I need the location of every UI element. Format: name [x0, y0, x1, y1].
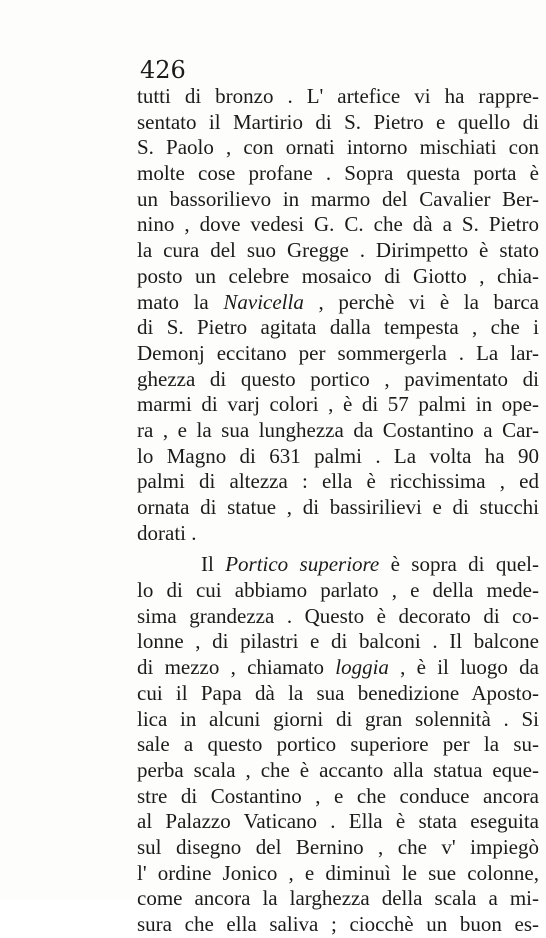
text-line — [137, 418, 539, 444]
text-run: lica in alcuni giorni di gran solennità . Si — [137, 706, 539, 731]
text-line — [137, 444, 539, 470]
text-line — [137, 290, 539, 316]
body-text — [137, 84, 539, 938]
text-run: al Palazzo Vaticano . Ella è stata eseguita — [137, 809, 539, 834]
text-run: un bassorilievo in marmo del Cavalier Ber- — [137, 186, 539, 211]
text-line — [137, 521, 539, 547]
text-run: sul disegno del Bernino , che v' impiegò — [137, 834, 539, 859]
text-line — [137, 84, 539, 110]
text-run: Demonj eccitano per sommergerla . La lar- — [137, 340, 539, 365]
text-line — [137, 495, 539, 521]
text-run: sentato il Martirio di S. Pietro e quello di — [137, 109, 539, 134]
text-line — [137, 861, 539, 887]
text-line — [137, 392, 539, 418]
text-line — [137, 367, 539, 393]
text-line — [137, 315, 539, 341]
page-number: 426 — [140, 56, 186, 84]
text-line — [137, 707, 539, 733]
text-run: lonne , di pilastri e di balconi . Il balcone — [137, 629, 539, 654]
text-run: come ancora la larghezza della scala a mi- — [137, 886, 539, 911]
text-line — [137, 578, 539, 604]
text-line — [137, 212, 539, 238]
text-run: palmi di altezza : ella è ricchissima , ed — [137, 469, 539, 494]
italic-term: Navicella — [223, 289, 304, 314]
text-line — [137, 809, 539, 835]
text-line — [137, 161, 539, 187]
text-run: , perchè vi è la barca — [303, 289, 539, 314]
text-line — [137, 784, 539, 810]
text-run: lo di cui abbiamo parlato , e della mede- — [137, 578, 539, 603]
text-line — [137, 552, 539, 578]
paragraph — [137, 84, 539, 546]
text-run: l' ordine Jonico , e diminuì le sue colonne, — [137, 860, 539, 885]
text-line — [137, 835, 539, 861]
text-run: sura che ella saliva ; ciocchè un buon es- — [137, 912, 539, 936]
text-run: molte cose profane . Sopra questa porta è — [137, 161, 539, 186]
text-run: cui il Papa dà la sua benedizione Aposto- — [137, 680, 539, 705]
italic-term: loggia — [335, 655, 389, 680]
text-line — [137, 629, 539, 655]
text-run: ornata di statue , di bassirilievi e di stucchi — [137, 495, 539, 519]
text-line — [137, 604, 539, 630]
text-run: Il — [201, 552, 226, 577]
text-run: tutti di bronzo . L' artefice vi ha rappre- — [137, 84, 539, 108]
text-line — [137, 110, 539, 136]
text-run: nino , dove vedesi G. C. che dà a S. Pietro — [137, 212, 539, 237]
text-run: la cura del suo Gregge . Dirimpetto è stato — [137, 238, 539, 263]
text-run: posto un celebre mosaico di Giotto , chia- — [137, 263, 539, 288]
text-line — [137, 341, 539, 367]
paragraph — [137, 552, 539, 937]
text-run: sale a questo portico superiore per la su- — [137, 732, 539, 757]
text-run: sima grandezza . Questo è decorato di co- — [137, 603, 539, 628]
text-run: lo Magno di 631 palmi . La volta ha 90 — [137, 443, 539, 468]
text-line — [137, 469, 539, 495]
text-line — [137, 238, 539, 264]
text-run: mato la — [137, 289, 224, 314]
text-run: dorati . — [137, 520, 197, 545]
text-run: ghezza di questo portico , pavimentato di — [137, 366, 539, 391]
text-line — [137, 758, 539, 784]
text-run: perba scala , che è accanto alla statua eque- — [137, 757, 539, 782]
text-run: , è il luogo da — [388, 655, 539, 680]
text-run: è sopra di quel- — [379, 552, 539, 577]
text-run: stre di Costantino , e che conduce ancora — [137, 783, 539, 808]
text-run: di S. Pietro agitata dalla tempesta , che i — [137, 315, 539, 340]
text-run: marmi di varj colori , è di 57 palmi in ope- — [137, 392, 539, 417]
text-line — [137, 187, 539, 213]
text-run: ra , e la sua lunghezza da Costantino a Car- — [137, 417, 539, 442]
text-line — [137, 912, 539, 938]
text-line — [137, 655, 539, 681]
text-line — [137, 135, 539, 161]
text-run: S. Paolo , con ornati intorno mischiati con — [137, 135, 539, 160]
italic-term: Portico superiore — [225, 552, 380, 577]
text-run: di mezzo , chiamato — [137, 655, 336, 680]
text-line — [137, 886, 539, 912]
text-line — [137, 264, 539, 290]
text-line — [137, 681, 539, 707]
text-line — [137, 732, 539, 758]
